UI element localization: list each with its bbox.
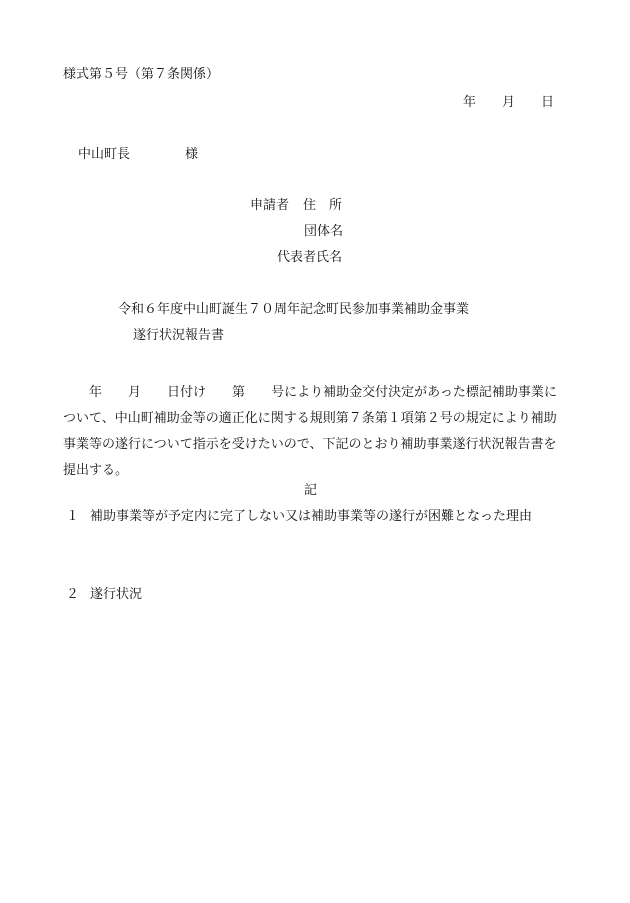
addressee-honorific: 様 (185, 147, 199, 162)
item-text: 補助事業等が予定内に完了しない又は補助事業等の遂行が困難となった理由 (90, 509, 533, 524)
body-text1: 号により補助金交付決定があった標記補助事業 (271, 385, 544, 400)
form-number: 様式第５号（第７条関係） (63, 67, 220, 82)
list-item (66, 510, 532, 523)
body-month: 月 (128, 385, 142, 400)
date-day-label: 日 (540, 95, 554, 110)
body-dai: 第 (232, 385, 246, 400)
body-day-suffix: 日付け (167, 385, 207, 400)
applicant-address-row (250, 199, 342, 212)
address-label: 住 所 (303, 198, 343, 213)
item-number: １ (66, 509, 80, 524)
addressee-name: 中山町長 (78, 147, 131, 162)
body-year: 年 (89, 385, 103, 400)
list-item (66, 588, 142, 601)
date-line (463, 96, 554, 109)
item-text: 遂行状況 (90, 587, 143, 602)
body-text2: について、中山町補助金等の適正化に関する規則第７条第１項第２号の規定により補助事業等の遂行について指示を受けたいので、下記のとおり補助事業遂行状況報告書を提出する。 (63, 385, 557, 478)
document-title-line2: 遂行状況報告書 (133, 328, 225, 343)
item-number: ２ (66, 587, 80, 602)
representative-label: 代表者氏名 (277, 250, 343, 265)
document-title-line1: 令和６年度中山町誕生７０周年記念町民参加事業補助金事業 (118, 302, 470, 317)
date-year-label: 年 (462, 95, 476, 110)
addressee (78, 148, 198, 161)
ki-heading: 記 (304, 483, 318, 498)
applicant-label: 申請者 (250, 198, 290, 213)
date-month-label: 月 (501, 95, 515, 110)
body-paragraph (63, 380, 563, 484)
organization-label: 団体名 (304, 224, 344, 239)
